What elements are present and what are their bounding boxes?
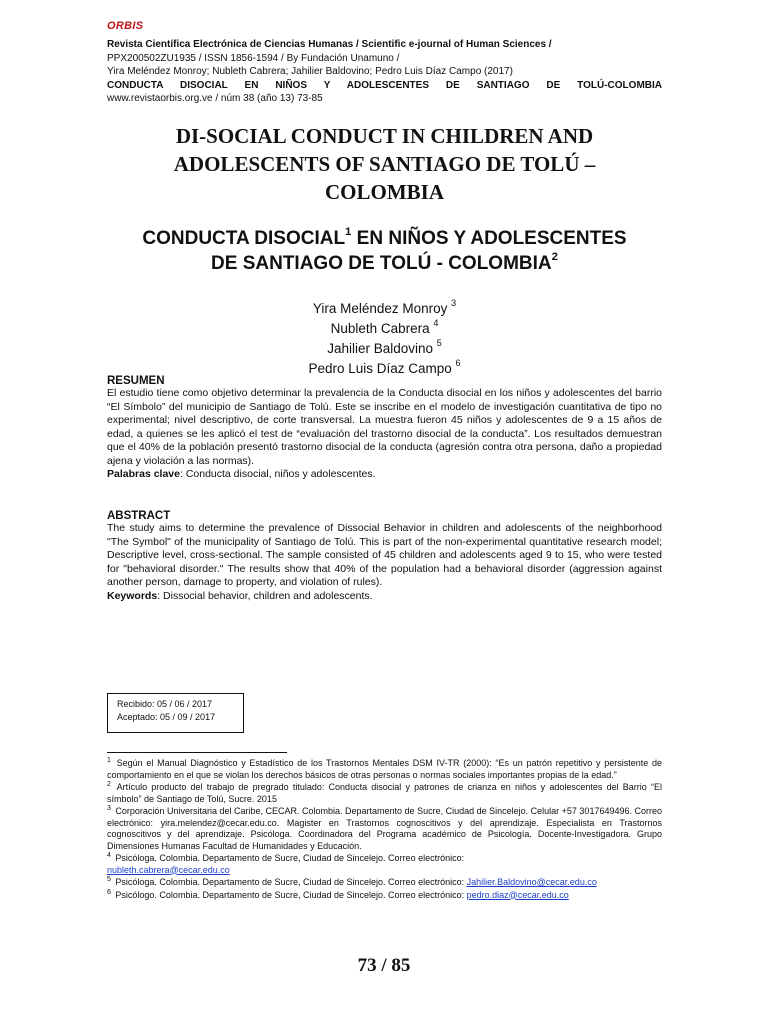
email-link[interactable]: Jahilier.Baldovino@cecar.edu.co — [466, 877, 597, 887]
footnote-number: 2 — [107, 781, 111, 788]
footnote-ref-3[interactable]: 3 — [451, 298, 457, 309]
footnote-text: Psicólogo. Colombia. Departamento de Sucre, Ciudad de Sincelejo. Correo electrónico: — [112, 889, 467, 900]
accepted-date: Aceptado: 05 / 09 / 2017 — [117, 712, 216, 722]
author-list — [107, 299, 662, 379]
footnote-separator — [107, 752, 287, 753]
footnote-text: Según el Manual Diagnóstico y Estadístico de los Trastornos Mentales DSM IV-TR (2000): “Es un patrón repetitivo y persistente de comportamiento en el que se violan los derechos básicos de otras personas o normas sociales importantes propias de la edad.” — [107, 758, 662, 780]
footnote-text: Corporación Universitaria del Caribe, CECAR. Colombia. Departamento de Sucre, Ciudad de Sincelejo. Celular +57 3017649496. Correo electrónico: yira.melendez@cecar.edu.co. Magister en Trastornos cognoscitivos y del aprendizaje. Especialista en Trastornos cognoscitivos y del aprendizaje. Psicóloga. Coordinadora del Programa académico de Psicología. Docente-Investigadora. Grupo Dimensiones Humanas Facultad de Humanidades y Educación. — [107, 806, 662, 851]
english-title-line-2: ADOLESCENTS OF SANTIAGO DE TOLÚ – — [173, 152, 596, 176]
resumen-heading: RESUMEN — [107, 375, 165, 387]
keywords-text: : Conducta disocial, niños y adolescentes. — [179, 468, 376, 480]
author — [107, 299, 662, 319]
english-title-line-1: DI-SOCIAL CONDUCT IN CHILDREN AND — [175, 124, 594, 148]
footnote-number: 5 — [107, 876, 111, 883]
resumen-section — [107, 375, 662, 482]
footnote-number: 4 — [107, 852, 111, 859]
submission-dates-box — [107, 693, 244, 733]
footnote-ref-1[interactable]: 1 — [345, 225, 352, 238]
spanish-title-part: CONDUCTA DISOCIAL — [142, 228, 346, 249]
footnote-5 — [107, 877, 662, 889]
footnote-ref-2[interactable]: 2 — [551, 250, 558, 263]
author — [107, 319, 662, 339]
spanish-title-line-2 — [107, 251, 662, 276]
author-name: Yira Meléndez Monroy — [312, 301, 452, 316]
footnote-number: 3 — [107, 805, 111, 812]
author — [107, 339, 662, 359]
email-link[interactable]: pedro.diaz@cecar.edu.co — [466, 889, 569, 900]
footnote-1 — [107, 758, 662, 781]
header-authors: Yira Meléndez Monroy; Nubleth Cabrera; Jahilier Baldovino; Pedro Luis Díaz Campo (2017) — [107, 66, 513, 77]
footnote-ref-6[interactable]: 6 — [455, 358, 461, 369]
abstract-section — [107, 510, 662, 603]
page-number: 73 / 85 — [357, 955, 411, 976]
author-name: Pedro Luis Díaz Campo — [308, 361, 456, 376]
journal-name: Revista Científica Electrónica de Ciencias Humanas / Scientific e-journal of Human Sciences / — [107, 39, 552, 50]
footnote-2 — [107, 782, 662, 805]
running-header — [107, 20, 662, 106]
english-title-line-3: COLOMBIA — [324, 180, 444, 204]
spanish-title-part: EN NIÑOS Y ADOLESCENTES — [351, 228, 627, 249]
footnote-text: Psicóloga. Colombia. Departamento de Sucre, Ciudad de Sincelejo. Correo electrónico: — [112, 877, 467, 887]
footnote-ref-5[interactable]: 5 — [436, 338, 442, 349]
spanish-title — [107, 226, 662, 276]
abstract-heading: ABSTRACT — [107, 510, 171, 522]
footnote-text: Psicóloga. Colombia. Departamento de Sucre, Ciudad de Sincelejo. Correo electrónico: — [112, 853, 465, 863]
footnote-ref-4[interactable]: 4 — [433, 318, 439, 329]
footnote-number: 1 — [107, 757, 111, 764]
author-name: Nubleth Cabrera — [330, 321, 434, 336]
footnote-4 — [107, 853, 662, 876]
issn-line: PPX200502ZU1935 / ISSN 1856-1594 / By Fundación Unamuno / — [107, 52, 400, 64]
keywords-label: Keywords — [107, 589, 158, 602]
footnote-3 — [107, 806, 662, 852]
footnote-6 — [107, 890, 662, 902]
palabras-clave — [107, 468, 662, 482]
email-link[interactable]: nubleth.cabrera@cecar.edu.co — [107, 864, 230, 875]
keywords — [107, 590, 662, 604]
resumen-body: El estudio tiene como objetivo determinar la prevalencia de la Conducta disocial en los niños y adolescentes del barrio “El Símbolo” del municipio de Santiago de Tolú. Este se inscribe en el modelo de investigación cuantitativa de tipo no experimental; nivel descriptivo, de corte transversal. La muestra fueron 45 niños y adolescentes de 9 a 15 años de edad, a quienes se les aplicó el test de “evaluación del trastorno disocial de la conducta”. Los resultados demuestran que el 40% de la población presentó trastorno disocial de la conducta (agresión contra otra persona, daño a propiedad ajena y violación a las normas). — [107, 387, 662, 467]
english-title — [107, 122, 662, 206]
header-url-issue: www.revistaorbis.org.ve / núm 38 (año 13) 73-85 — [107, 93, 323, 104]
keywords-label: Palabras clave — [107, 468, 180, 480]
journal-logo: ORBIS — [107, 20, 144, 32]
keywords-text: : Dissocial behavior, children and adolescents. — [157, 589, 373, 602]
spanish-title-part: DE SANTIAGO DE TOLÚ - COLOMBIA — [211, 253, 552, 274]
spanish-title-line-1 — [107, 226, 662, 251]
footnotes — [107, 758, 662, 902]
header-short-title: CONDUCTA DISOCIAL EN NIÑOS Y ADOLESCENTES DE SANTIAGO DE TOLÚ-COLOMBIA — [107, 79, 662, 91]
received-date: Recibido: 05 / 06 / 2017 — [117, 699, 213, 709]
footnote-number: 6 — [107, 888, 111, 896]
author-name: Jahilier Baldovino — [327, 341, 437, 356]
abstract-body: The study aims to determine the prevalence of Dissocial Behavior in children and adolescents of the neighborhood "The Symbol" of the municipality of Santiago de Tolú. This is part of the non-experimental quantitative research model; Descriptive level, cross-sectional. The sample consisted of 45 children and adolescents aged 9 to 15, who were tested for "behavioral disorder." The results show that 40% of the population had a behavioral disorder (aggression against another person, damage to property, and violation of rules). — [107, 522, 662, 588]
footnote-text: Artículo producto del trabajo de pregrado titulado: Conducta disocial y patrones de crianza en niños y adolescentes del Barrio “El símbolo” de Santiago de Tolú, Sucre. 2015 — [107, 782, 662, 804]
